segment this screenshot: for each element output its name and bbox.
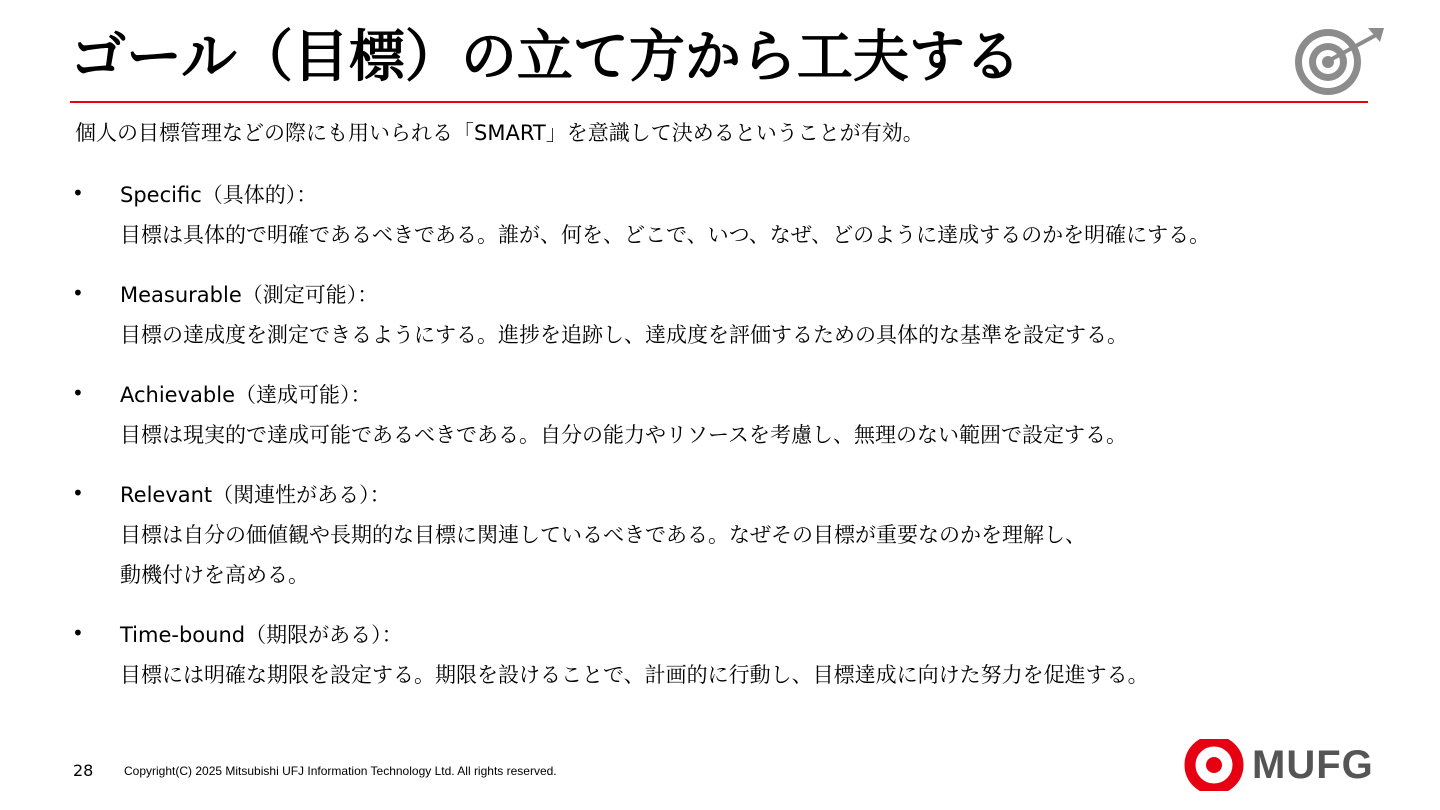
item-description: 目標は現実的で達成可能であるべきである。自分の能力やリソースを考慮し、無理のない範囲で設定する。 bbox=[120, 423, 1127, 447]
list-item-specific bbox=[70, 175, 1210, 275]
item-heading: Measurable（測定可能）： bbox=[120, 283, 379, 307]
list-item-measurable bbox=[70, 275, 1210, 375]
item-heading: Specific（具体的）： bbox=[120, 183, 318, 207]
bullet: • bbox=[72, 621, 84, 645]
item-description-cont: 動機付けを高める。 bbox=[120, 563, 309, 587]
page-number: 28 bbox=[73, 761, 94, 780]
list-item-relevant bbox=[70, 475, 1210, 615]
lead-text: 個人の目標管理などの際にも用いられる「SMART」を意識して決めるということが有効。 bbox=[75, 121, 924, 145]
item-description: 目標には明確な期限を設定する。期限を設けることで、計画的に行動し、目標達成に向けた努力を促進する。 bbox=[120, 663, 1149, 687]
item-heading: Relevant（関連性がある）： bbox=[120, 483, 391, 507]
smart-list bbox=[70, 175, 1210, 715]
item-description: 目標は自分の価値観や長期的な目標に関連しているべきである。なぜその目標が重要なのかを理解し、 bbox=[120, 523, 1086, 547]
page-title: ゴール（目標）の立て方から工夫する bbox=[70, 25, 1021, 90]
copyright-text: Copyright(C) 2025 Mitsubishi UFJ Information Technology Ltd. All rights reserved. bbox=[124, 764, 557, 778]
bullet: • bbox=[72, 281, 84, 305]
target-arrow-icon bbox=[1290, 22, 1386, 98]
list-item-time-bound bbox=[70, 615, 1210, 715]
bullet: • bbox=[72, 381, 84, 405]
logo-text: MUFG bbox=[1252, 743, 1374, 787]
item-description: 目標の達成度を測定できるようにする。進捗を追跡し、達成度を評価するための具体的な基準を設定する。 bbox=[120, 323, 1128, 347]
item-heading: Achievable（達成可能）： bbox=[120, 383, 372, 407]
title-divider bbox=[70, 101, 1368, 103]
bullet: • bbox=[72, 481, 84, 505]
item-heading: Time-bound（期限がある）： bbox=[120, 623, 403, 647]
item-description: 目標は具体的で明確であるべきである。誰が、何を、どこで、いつ、なぜ、どのように達成するのかを明確にする。 bbox=[120, 223, 1211, 247]
bullet: • bbox=[72, 181, 84, 205]
list-item-achievable bbox=[70, 375, 1210, 475]
